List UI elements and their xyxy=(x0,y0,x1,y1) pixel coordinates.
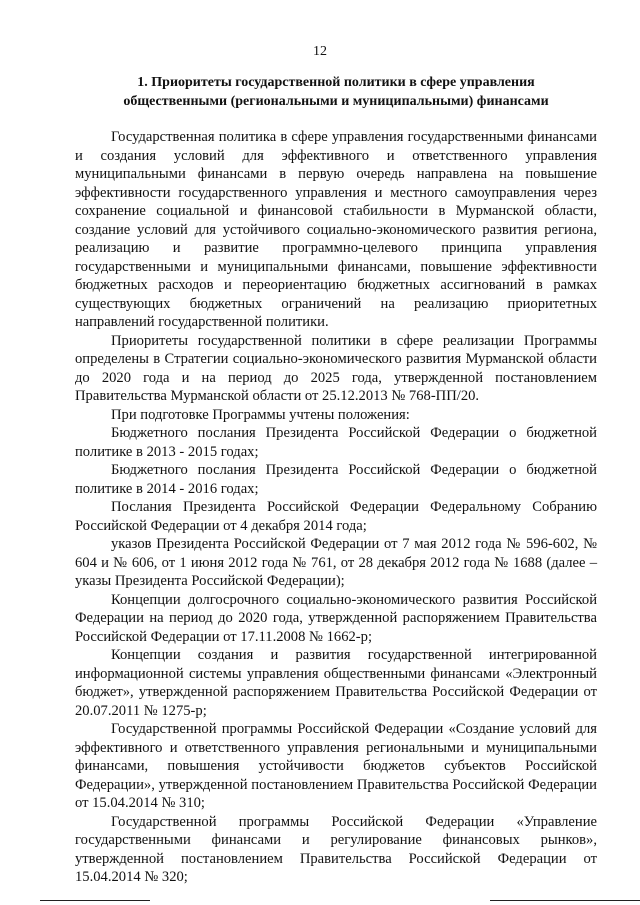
page-number: 12 xyxy=(313,44,327,59)
paragraph: указов Президента Российской Федерации от 7 мая 2012 года № 596-602, № 604 и № 606, от 1 июня 2012 года № 761, от 28 декабря 2012 года № 1688 (далее – указы Президента Российской Федерации); xyxy=(75,536,597,589)
body-text xyxy=(75,128,597,887)
paragraph: Государственной программы Российской Федерации «Создание условий для эффективного и ответственного управления региональными и муниципальными финансами, повышения устойчивости бюджетов субъектов Российской Федерации», утвержденной постановлением Правительства Российской Федерации от 15.04.2014 № 310; xyxy=(75,721,597,811)
paragraph: Государственная политика в сфере управления государственными финансами и создания условий для эффективного и ответственного управления муниципальными финансами в первую очередь направлена на повышение эффективности государственного управления и местного самоуправления через сохранение социальной и финансовой стабильности в Мурманской области, создание условий для устойчивого социально-экономического развития региона, реализацию и развитие программно-целевого принципа управления государственными и муниципальными финансами, повышение эффективности бюджетных расходов и переориентацию бюджетных ассигнований в рамках существующих бюджетных ограничений на реализацию приоритетных направлений государственной политики. xyxy=(75,129,597,330)
paragraph: Государственной программы Российской Федерации «Управление государственными финансами и регулирование финансовых рынков», утвержденной постановлением Правительства Российской Федерации от 15.04.2014 № 320; xyxy=(75,813,597,885)
section-heading: 1. Приоритеты государственной политики в сфере управления общественными (региональными и муниципальными) финансами xyxy=(123,75,549,109)
scan-edge-line xyxy=(490,900,640,901)
paragraph: Приоритеты государственной политики в сфере реализации Программы определены в Стратегии социально-экономического развития Мурманской области до 2020 года и на период до 2025 года, утвержденной постановлением Правительства Мурманской области от 25.12.2013 № 768-ПП/20. xyxy=(75,332,597,404)
paragraph: Бюджетного послания Президента Российской Федерации о бюджетной политике в 2013 - 2015 годах; xyxy=(75,425,597,460)
paragraph: При подготовке Программы учтены положения: xyxy=(111,406,410,423)
paragraph: Бюджетного послания Президента Российской Федерации о бюджетной политике в 2014 - 2016 годах; xyxy=(75,462,597,497)
paragraph: Послания Президента Российской Федерации Федеральному Собранию Российской Федерации от 4 декабря 2014 года; xyxy=(75,499,597,534)
paragraph: Концепции долгосрочного социально-экономического развития Российской Федерации на период до 2020 года, утвержденной распоряжением Правительства Российской Федерации от 17.11.2008 № 1662-р; xyxy=(75,591,597,645)
scan-edge-line xyxy=(40,900,150,901)
paragraph: Концепции создания и развития государственной интегрированной информационной системы управления общественными финансами «Электронный бюджет», утвержденной распоряжением Правительства Российской Федерации от 20.07.2011 № 1275-р; xyxy=(75,647,597,719)
